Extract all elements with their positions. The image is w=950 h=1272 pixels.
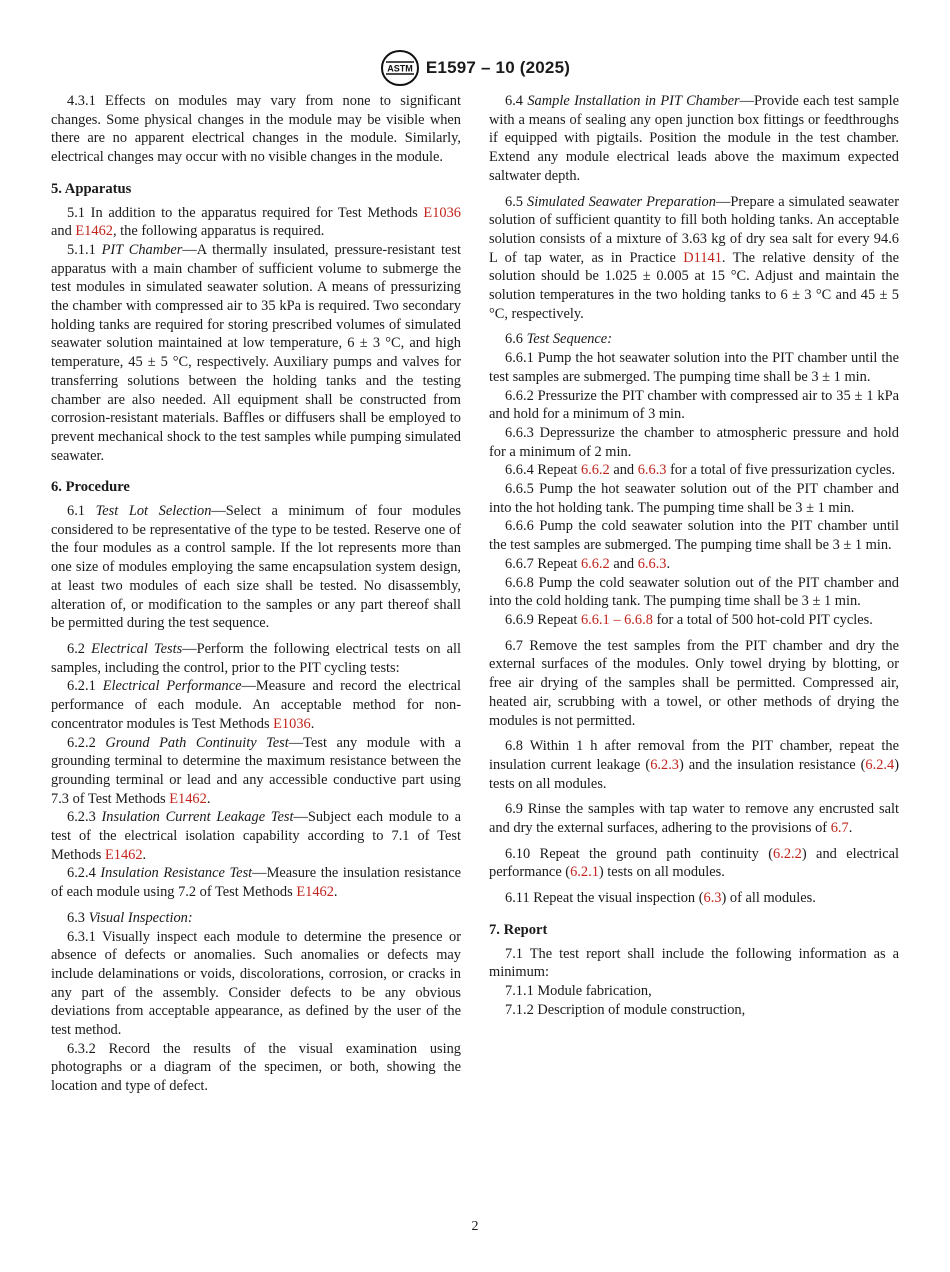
section-heading-apparatus: 5. Apparatus	[51, 180, 132, 197]
ref-6-7-link[interactable]: 6.7	[830, 820, 849, 837]
ref-6-2-4-link[interactable]: 6.2.4	[865, 756, 895, 773]
paragraph-6-5: 6.5 Simulated Seawater Preparation—Prepare a simulated seawater solution of sufficient quantity to fill both holding tanks. An acceptable solution consists of a mixture of 3.63 kg of dry sea salt for every 94.6 L of tap water, as in Practice D1141. The relative density of the solution should be 1.025 ± 0.005 at 15 °C. Adjust and maintain the solution temperatures in the two holding tanks to 6 ± 3 °C and 45 ± 5 °C, respectively.	[489, 193, 899, 322]
paragraph-5-1: 5.1 In addition to the apparatus required for Test Methods E1036 and E1462, the following apparatus is required.	[51, 204, 461, 240]
paragraph-6-6-2: 6.6.2 Pressurize the PIT chamber with compressed air to 35 ± 1 kPa and hold for a minimum of 3 min.	[489, 387, 899, 423]
paragraph-6-6-9: 6.6.9 Repeat 6.6.1 – 6.6.8 for a total of 500 hot-cold PIT cycles.	[505, 611, 873, 628]
ref-6-6-3-link[interactable]: 6.6.3	[637, 462, 667, 479]
paragraph-6-11: 6.11 Repeat the visual inspection (6.3) of all modules.	[505, 890, 816, 907]
astm-logo-icon	[380, 50, 420, 86]
paragraph-7-1: 7.1 The test report shall include the following information as a minimum:	[489, 945, 899, 981]
paragraph-6-6-8: 6.6.8 Pump the cold seawater solution out of the PIT chamber and into the cold holding tank. The pumping time shall be 3 ± 1 min.	[489, 574, 899, 610]
paragraph-6-2: 6.2 Electrical Tests—Perform the following electrical tests on all samples, including the control, prior to the PIT cycling tests:	[51, 640, 461, 676]
paragraph-6-3-2: 6.3.2 Record the results of the visual examination using photographs or a diagram of the specimen, or both, showing the location and type of defect.	[51, 1040, 461, 1095]
paragraph-6-4: 6.4 Sample Installation in PIT Chamber—Provide each test sample with a means of sealing any open junction box fittings or feedthroughs if equipped with pigtails. Position the module in the test chamber. Extend any module electrical leads above the maximum expected saltwater depth.	[489, 93, 899, 184]
paragraph-4-3-1: 4.3.1 Effects on modules may vary from none to significant changes. Some physical changes in the module may be visible when there are no apparent electrical changes in the module. Similarly, electrical changes may occur with no visible changes in the module.	[51, 93, 461, 166]
ref-6-2-2-link[interactable]: 6.2.2	[773, 845, 802, 862]
paragraph-6-2-4: 6.2.4 Insulation Resistance Test—Measure the insulation resistance of each module using 7.2 of Test Methods E1462.	[51, 865, 461, 901]
ref-e1036-link[interactable]: E1036	[423, 204, 461, 221]
paragraph-6-6-1: 6.6.1 Pump the hot seawater solution into the PIT chamber until the test samples are submerged. The pumping time shall be 3 ± 1 min.	[489, 350, 899, 385]
paragraph-6-2-2: 6.2.2 Ground Path Continuity Test—Test any module with a grounding terminal to determine the maximum resistance between the grounding terminal or lead and any accessible conductive part using 7.3 of Test Methods E1462.	[51, 734, 461, 807]
ref-6-3-link[interactable]: 6.3	[703, 890, 722, 907]
ref-6-6-2-link[interactable]: 6.6.2	[580, 555, 610, 572]
ref-e1462-link[interactable]: E1462	[75, 223, 113, 240]
paragraph-6-6-6: 6.6.6 Pump the cold seawater solution into the PIT chamber until the test samples are submerged. The pumping time shall be 3 ± 1 min.	[489, 518, 899, 554]
ref-e1462-link[interactable]: E1462	[104, 846, 143, 863]
paragraph-6-7: 6.7 Remove the test samples from the PIT chamber and dry the external surfaces of the modules. Only towel drying by blotting, or free air drying of the samples shall be permitted. Compressed air, heated air, scrubbing with a towel, or other methods of drying the modules is not permitted.	[489, 637, 899, 729]
right-column	[489, 92, 899, 1019]
section-heading-procedure: 6. Procedure	[51, 479, 130, 496]
paragraph-6-10: 6.10 Repeat the ground path continuity (6.2.2) and electrical performance (6.2.1) tests on all modules.	[489, 845, 899, 881]
paragraph-6-6-3: 6.6.3 Depressurize the chamber to atmospheric pressure and hold for a minimum of 2 min.	[489, 424, 899, 460]
ref-e1036-link[interactable]: E1036	[273, 715, 311, 732]
paragraph-6-2-3: 6.2.3 Insulation Current Leakage Test—Subject each module to a test of the electrical isolation capability according to 7.1 of Test Methods E1462.	[51, 809, 461, 863]
section-heading-report: 7. Report	[489, 921, 548, 938]
ref-6-6-3-link[interactable]: 6.6.3	[637, 555, 667, 572]
paragraph-6-2-1: 6.2.1 Electrical Performance—Measure and record the electrical performance of each module. An acceptable method for non-concentrator modules is Test Methods E1036.	[51, 678, 462, 732]
paragraph-6-3: 6.3 Visual Inspection:	[67, 909, 193, 926]
paragraph-7-1-2: 7.1.2 Description of module construction,	[505, 1001, 746, 1018]
page-number: 2	[471, 1219, 479, 1234]
ref-6-2-3-link[interactable]: 6.2.3	[650, 756, 679, 773]
paragraph-6-6-7: 6.6.7 Repeat 6.6.2 and 6.6.3.	[505, 555, 671, 572]
page-header	[0, 50, 950, 86]
paragraph-7-1-1: 7.1.1 Module fabrication,	[505, 982, 652, 999]
paragraph-6-1: 6.1 Test Lot Selection—Select a minimum of four modules considered to be representative of the type to be tested. Reserve one of the four modules as a control sample. If the lot represents more than one size of modules employing the same encapsulation system design, at least two modules of each size shall be tested. No disassembly, alteration of, or modification to the samples or any part thereof shall be permitted during the test sequence.	[51, 503, 461, 632]
document-designation: E1597 – 10 (2025)	[425, 58, 571, 77]
paragraph-6-3-1: 6.3.1 Visually inspect each module to determine the presence or absence of defects or anomalies. Such anomalies or defects may include delaminations or voids, discolorations, corrosion, or cracks in any part of the assembly. Consider defects to be any obvious deviations from acceptable appearance, as defined by the user of the test method.	[51, 928, 461, 1039]
ref-d1141-link[interactable]: D1141	[683, 249, 722, 266]
paragraph-6-8: 6.8 Within 1 h after removal from the PIT chamber, repeat the insulation current leakage (6.2.3) and the insulation resistance (6.2.4) tests on all modules.	[489, 738, 899, 792]
paragraph-6-6-4: 6.6.4 Repeat 6.6.2 and 6.6.3 for a total of five pressurization cycles.	[505, 462, 896, 479]
left-column	[51, 92, 461, 1096]
ref-6-6-1-to-6-6-8-link[interactable]: 6.6.1 – 6.6.8	[580, 611, 653, 628]
paragraph-5-1-1: 5.1.1 PIT Chamber—A thermally insulated, pressure-resistant test apparatus with a main chamber of sufficient volume to submerge the test modules in simulated seawater solution. A means of pressurizing the chamber with compressed air to 35 kPa is required. Two secondary holding tanks are required for storing prescribed volumes of simulated seawater solution maintained at low temperature, 6 ± 3 °C, and high temperature, 45 ± 5 °C, respectively. Auxiliary pumps and valves for transferring solutions between the holding tanks and the testing chamber are also needed. All equipment shall be constructed from corrosion-resistant materials. Baffles or diffusers shall be employed to prevent mechanical shock to the test samples while pumping simulated seawater.	[51, 241, 461, 464]
paragraph-6-6-5: 6.6.5 Pump the hot seawater solution out of the PIT chamber and into the hot holding tank. The pumping time shall be 3 ± 1 min.	[489, 481, 899, 516]
paragraph-6-9: 6.9 Rinse the samples with tap water to remove any encrusted salt and dry the external surfaces, adhering to the provisions of 6.7.	[489, 801, 899, 837]
paragraph-6-6: 6.6 Test Sequence:	[505, 331, 612, 348]
ref-6-2-1-link[interactable]: 6.2.1	[570, 864, 599, 881]
astm-logo-text: ASTM	[387, 63, 413, 74]
ref-e1462-link[interactable]: E1462	[296, 884, 334, 901]
ref-e1462-link[interactable]: E1462	[169, 790, 207, 807]
ref-6-6-2-link[interactable]: 6.6.2	[580, 462, 610, 479]
